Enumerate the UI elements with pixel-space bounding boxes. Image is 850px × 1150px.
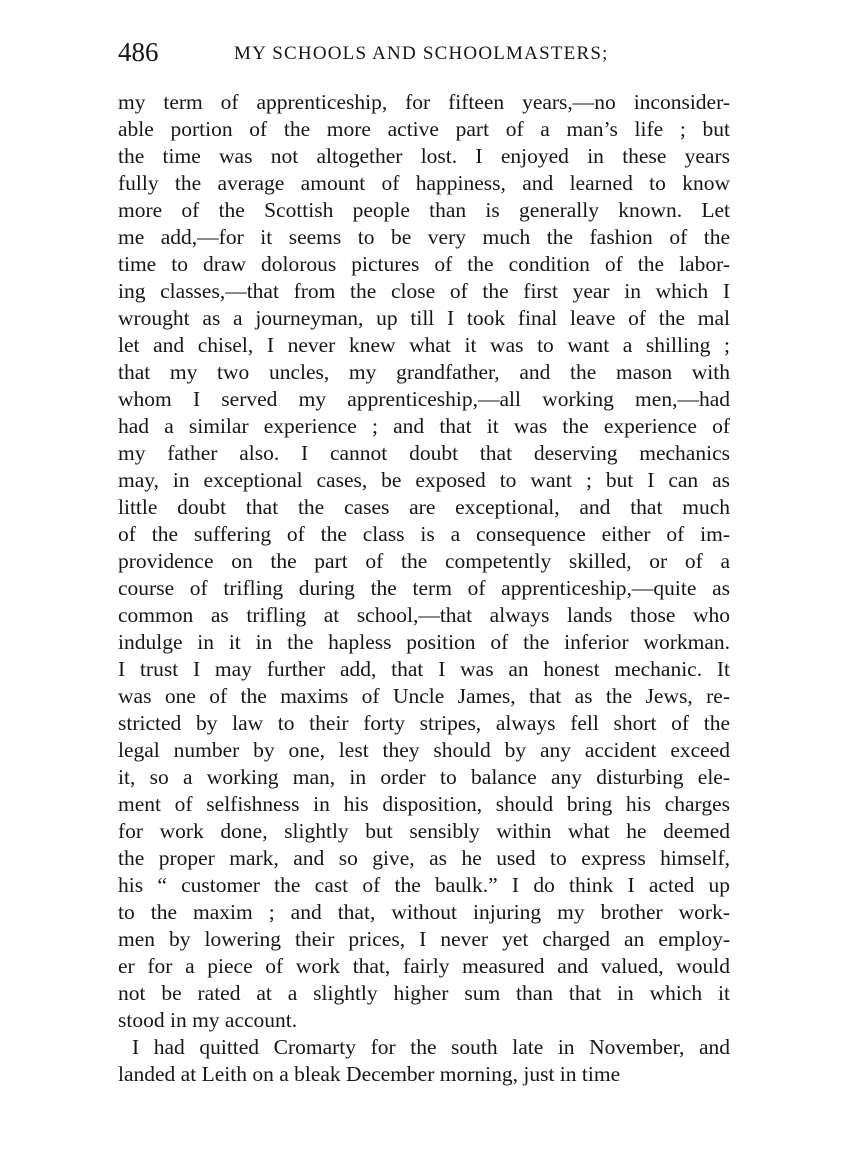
body-text <box>118 89 730 1088</box>
text-line: I trust I may further add, that I was an honest mechanic. It <box>118 657 730 681</box>
text-line: wrought as a journeyman, up till I took final leave of the mal <box>118 306 730 330</box>
text-line: able portion of the more active part of a man’s life ; but <box>118 117 730 141</box>
text-line: not be rated at a slightly higher sum than that in which it <box>118 981 730 1005</box>
text-line: the time was not altogether lost. I enjoyed in these years <box>118 144 730 168</box>
text-line: for work done, slightly but sensibly within what he deemed <box>118 819 730 843</box>
running-title: MY SCHOOLS AND SCHOOLMASTERS; <box>234 43 609 64</box>
text-line: men by lowering their prices, I never yet charged an employ- <box>118 927 730 951</box>
page-number: 486 <box>118 37 159 67</box>
text-line: I had quitted Cromarty for the south late in November, and <box>132 1035 730 1059</box>
text-line: ing classes,—that from the close of the first year in which I <box>118 279 730 303</box>
text-line: his “ customer the cast of the baulk.” I do think I acted up <box>118 873 730 897</box>
text-line: fully the average amount of happiness, and learned to know <box>118 171 730 195</box>
text-line: of the suffering of the class is a consequence either of im- <box>118 522 730 546</box>
text-line: had a similar experience ; and that it was the experience of <box>118 414 730 438</box>
text-line: stood in my account. <box>118 1008 298 1032</box>
text-line: the proper mark, and so give, as he used to express himself, <box>118 846 730 870</box>
paragraph <box>118 89 730 1034</box>
text-line: my term of apprenticeship, for fifteen years,—no inconsider- <box>118 90 730 114</box>
text-line: common as trifling at school,—that always lands those who <box>118 603 730 627</box>
text-line: whom I served my apprenticeship,—all working men,—had <box>118 387 730 411</box>
text-line: to the maxim ; and that, without injuring my brother work- <box>118 900 730 924</box>
text-line: legal number by one, lest they should by any accident exceed <box>118 738 730 762</box>
text-line: let and chisel, I never knew what it was to want a shilling ; <box>118 333 730 357</box>
text-line: more of the Scottish people than is generally known. Let <box>118 198 730 222</box>
text-line: stricted by law to their forty stripes, always fell short of the <box>118 711 730 735</box>
text-line: was one of the maxims of Uncle James, that as the Jews, re- <box>118 684 730 708</box>
text-line: course of trifling during the term of apprenticeship,—quite as <box>118 576 730 600</box>
text-line: my father also. I cannot doubt that deserving mechanics <box>118 441 730 465</box>
text-line: ment of selfishness in his disposition, should bring his charges <box>118 792 730 816</box>
text-line: little doubt that the cases are exceptional, and that much <box>118 495 730 519</box>
text-line: providence on the part of the competently skilled, or of a <box>118 549 730 573</box>
running-head <box>118 34 730 70</box>
text-line: that my two uncles, my grandfather, and the mason with <box>118 360 730 384</box>
text-line: it, so a working man, in order to balance any disturbing ele- <box>118 765 730 789</box>
text-line: landed at Leith on a bleak December morning, just in time <box>118 1062 621 1086</box>
text-line: time to draw dolorous pictures of the condition of the labor- <box>118 252 730 276</box>
text-line: indulge in it in the hapless position of the inferior workman. <box>118 630 730 654</box>
text-line: er for a piece of work that, fairly measured and valued, would <box>118 954 730 978</box>
text-line: me add,—for it seems to be very much the fashion of the <box>118 225 730 249</box>
paragraph <box>118 1034 730 1088</box>
text-line: may, in exceptional cases, be exposed to want ; but I can as <box>118 468 730 492</box>
